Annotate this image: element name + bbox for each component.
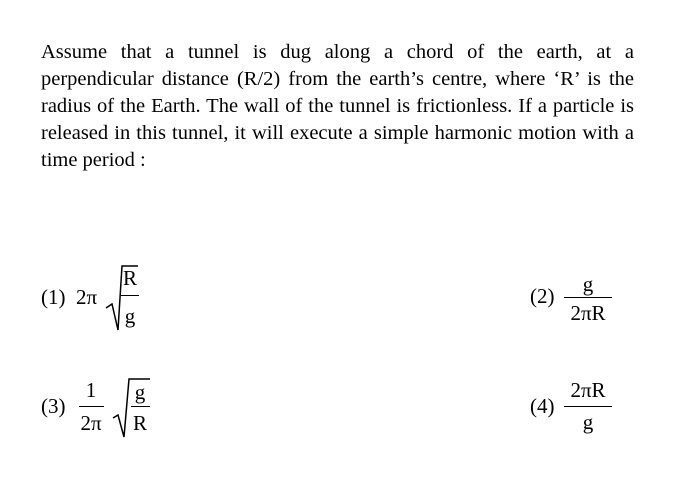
option-1-number: (1) (41, 285, 66, 309)
option-4-number: (4) (530, 394, 555, 418)
option-2-denominator: 2πR (570, 301, 606, 325)
option-3-coef-numerator: 1 (85, 378, 97, 402)
option-3-numerator: g (134, 380, 146, 404)
option-3-coef-denominator: 2π (80, 411, 102, 435)
option-4-numerator: 2πR (570, 378, 606, 402)
option-2-number: (2) (530, 284, 555, 308)
option-3-fraction-bar (131, 406, 150, 407)
option-1-numerator: R (122, 266, 137, 290)
option-3-number: (3) (41, 394, 66, 418)
option-3-denominator: R (132, 411, 147, 435)
option-1-coefficient: 2π (76, 285, 98, 309)
option-2-numerator: g (582, 272, 594, 296)
option-1-denominator: g (124, 304, 136, 328)
option-4-denominator: g (582, 410, 594, 434)
option-4-fraction-bar (564, 406, 612, 407)
question-text: Assume that a tunnel is dug along a chord of the earth, at a perpendicular distance (R/2) from the earth’s centre, where ‘R’ is the radius of the Earth. The wall of the tunnel is frictionless. If a particle is released in this tunnel, it will execute a simple harmonic motion with a time period : (41, 41, 634, 171)
